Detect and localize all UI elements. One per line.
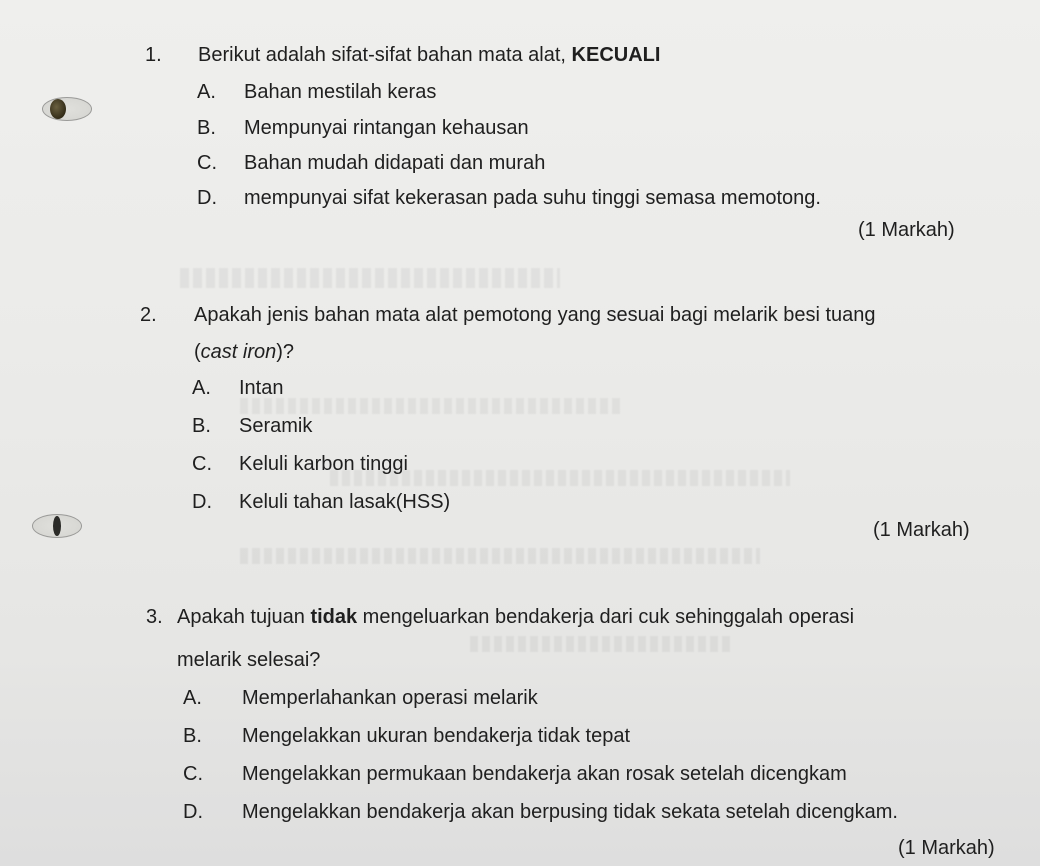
option-letter: A. (183, 687, 202, 709)
question-number: 3. (146, 606, 163, 628)
stem-emphasis: KECUALI (571, 44, 661, 66)
option-a-text: Memperlahankan operasi melarik (242, 687, 538, 709)
stem-text: ( (194, 341, 201, 363)
marks-label: (1 Markah) (898, 837, 995, 859)
stem-text: Apakah tujuan (177, 606, 311, 628)
question-number: 1. (145, 44, 162, 66)
option-c-text: Bahan mudah didapati dan murah (244, 152, 546, 174)
option-letter: B. (192, 415, 211, 437)
option-b-text: Mempunyai rintangan kehausan (244, 117, 529, 139)
bleed-through-text (240, 548, 760, 564)
option-c-text: Keluli karbon tinggi (239, 453, 408, 475)
stem-italic-term: cast iron (200, 341, 277, 363)
bleed-through-text (470, 636, 730, 652)
bleed-through-text (180, 268, 560, 288)
punch-hole (32, 514, 82, 538)
punch-hole (42, 97, 92, 121)
option-d-text: Mengelakkan bendakerja akan berpusing tidak sekata setelah dicengkam. (242, 801, 898, 823)
option-letter: D. (183, 801, 203, 823)
stem-text: )? (276, 341, 295, 363)
option-letter: B. (183, 725, 202, 747)
question-stem-line-1 (177, 605, 854, 629)
option-letter: C. (183, 763, 203, 785)
question-stem-line-2 (194, 340, 294, 364)
option-letter: C. (197, 152, 217, 174)
question-number: 2. (140, 304, 157, 326)
stem-text: Berikut adalah sifat-sifat bahan mata alat, (198, 44, 572, 66)
option-a-text: Intan (239, 377, 284, 399)
bleed-through-text (240, 398, 620, 414)
option-b-text: Seramik (239, 415, 313, 437)
option-c-text: Mengelakkan permukaan bendakerja akan rosak setelah dicengkam (242, 763, 847, 785)
option-d-text: Keluli tahan lasak(HSS) (239, 491, 451, 513)
option-letter: B. (197, 117, 216, 139)
option-letter: D. (192, 491, 212, 513)
option-letter: D. (197, 187, 217, 209)
option-a-text: Bahan mestilah keras (244, 81, 437, 103)
option-letter: C. (192, 453, 212, 475)
option-b-text: Mengelakkan ukuran bendakerja tidak tepat (242, 725, 631, 747)
stem-text: mengeluarkan bendakerja dari cuk sehinggalah operasi (357, 606, 855, 628)
option-d-text: mempunyai sifat kekerasan pada suhu tinggi semasa memotong. (244, 187, 821, 209)
marks-label: (1 Markah) (873, 519, 970, 541)
question-stem (198, 43, 660, 67)
question-stem-line-2: melarik selesai? (177, 649, 321, 671)
question-stem-line-1: Apakah jenis bahan mata alat pemotong yang sesuai bagi melarik besi tuang (194, 304, 876, 326)
option-letter: A. (197, 81, 216, 103)
option-letter: A. (192, 377, 211, 399)
marks-label: (1 Markah) (858, 219, 955, 241)
stem-emphasis: tidak (310, 606, 358, 628)
